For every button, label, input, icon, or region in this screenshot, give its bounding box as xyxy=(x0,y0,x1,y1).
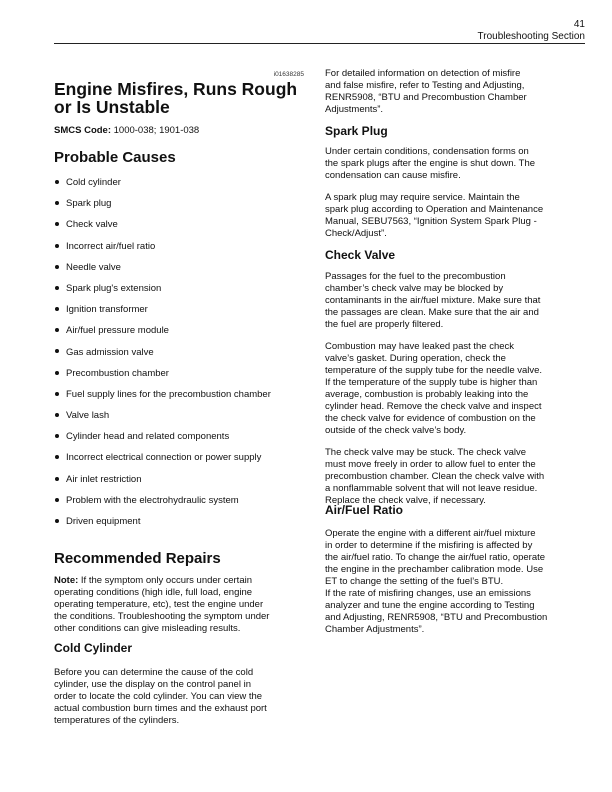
text-line: the fuel are properly filtered. xyxy=(325,319,444,330)
text-line: If the temperature of the supply tube is higher than xyxy=(325,377,538,388)
list-item-label: Gas admission valve xyxy=(66,346,154,358)
text-line: Under certain conditions, condensation forms on xyxy=(325,146,529,157)
text-line: other conditions can give misleading results. xyxy=(54,623,241,634)
text-line: analyzer and tune the engine according to Testing xyxy=(325,600,535,611)
text-line: A spark plug may require service. Maintain the xyxy=(325,192,520,203)
list-item xyxy=(54,325,271,346)
text-line: Operate the engine with a different air/fuel mixture xyxy=(325,528,536,539)
check-valve-heading: Check Valve xyxy=(325,248,396,262)
text-line: spark plug according to Operation and Maintenance xyxy=(325,204,544,215)
cold-cylinder-heading: Cold Cylinder xyxy=(54,641,133,655)
list-item xyxy=(54,389,271,410)
list-item-label: Fuel supply lines for the precombustion chamber xyxy=(66,388,271,400)
list-item xyxy=(54,452,271,473)
bullet-icon xyxy=(55,244,59,248)
recommended-repairs-heading: Recommended Repairs xyxy=(54,550,221,567)
text-line: Chamber Adjustments”. xyxy=(325,624,425,635)
air-fuel-ratio-paragraph xyxy=(325,588,547,636)
list-item-label: Incorrect air/fuel ratio xyxy=(66,240,156,252)
bullet-icon xyxy=(55,265,59,269)
text-line: operating temperature, etc), test the engine under xyxy=(54,599,264,610)
bullet-icon xyxy=(55,498,59,502)
text-line: must move freely in order to allow fuel to enter the xyxy=(325,459,536,470)
list-item xyxy=(54,368,271,389)
text-line: and false misfire, refer to Testing and Adjusting, xyxy=(325,80,525,91)
smcs-code xyxy=(54,125,199,136)
list-item-label: Precombustion chamber xyxy=(66,367,169,379)
page-title xyxy=(54,80,297,116)
list-item-label: Ignition transformer xyxy=(66,304,148,316)
bullet-icon xyxy=(55,392,59,396)
list-item xyxy=(54,410,271,431)
text-line: the conditions. Troubleshooting the symptom under xyxy=(54,611,270,622)
text-line: cylinder, use the display on the control panel in xyxy=(54,679,251,690)
text-line: operating conditions (high idle, full load, engine xyxy=(54,587,253,598)
list-item-label: Needle valve xyxy=(66,261,121,273)
bullet-icon xyxy=(55,413,59,417)
text-line: Combustion may have leaked past the check xyxy=(325,341,515,352)
list-item-label: Problem with the electrohydraulic system xyxy=(66,494,239,506)
smcs-label: SMCS Code: xyxy=(54,125,111,136)
list-item xyxy=(54,241,271,262)
text-line: and Adjusting, RENR5908, “BTU and Precombustion xyxy=(325,612,548,623)
list-item xyxy=(54,474,271,495)
cold-cylinder-paragraph xyxy=(54,667,267,727)
list-item xyxy=(54,219,271,240)
text-line: the passages are clean. Make sure that the air and xyxy=(325,307,539,318)
air-fuel-ratio-heading: Air/Fuel Ratio xyxy=(325,503,404,517)
list-item xyxy=(54,177,271,198)
bullet-icon xyxy=(55,349,59,353)
list-item-label: Check valve xyxy=(66,219,118,231)
text-line: the engine in the prechamber calibration mode. Use xyxy=(325,564,544,575)
probable-causes-heading: Probable Causes xyxy=(54,149,176,166)
note-label: Note: xyxy=(54,575,79,586)
check-valve-paragraph xyxy=(325,271,540,331)
spark-plug-paragraph xyxy=(325,146,535,182)
text-line: Replace the check valve, if necessary. xyxy=(325,495,486,506)
text-line: a nonflammable solvent that will not leave residue. xyxy=(325,483,538,494)
bullet-icon xyxy=(55,477,59,481)
bullet-icon xyxy=(55,434,59,438)
list-item xyxy=(54,495,271,516)
list-item xyxy=(54,516,271,537)
text-line: in order to determine if the misfiring is affected by xyxy=(325,540,533,551)
list-item-label: Spark plug xyxy=(66,198,112,210)
text-line: cylinder head. Remove the check valve and inspect xyxy=(325,401,542,412)
text-line: temperatures of the cylinders. xyxy=(54,715,180,726)
text-line: the spark plugs after the engine is shut down. The xyxy=(325,158,536,169)
list-item xyxy=(54,198,271,219)
list-item-label: Air/fuel pressure module xyxy=(66,325,169,337)
page-number: 41 xyxy=(573,19,585,30)
bullet-icon xyxy=(55,286,59,290)
bullet-icon xyxy=(55,455,59,459)
bullet-icon xyxy=(55,201,59,205)
text-line: contaminants in the air/fuel mixture. Make sure that xyxy=(325,295,541,306)
text-line: actual combustion burn times and the exhaust port xyxy=(54,703,267,714)
list-item-label: Driven equipment xyxy=(66,516,141,527)
check-valve-paragraph xyxy=(325,447,544,507)
text-line: precombustion chamber. Clean the check valve with xyxy=(325,471,545,482)
title-line: Engine Misfires, Runs Rough xyxy=(54,79,298,99)
list-item-label: Spark plug's extension xyxy=(66,282,162,294)
list-item-label: Valve lash xyxy=(66,410,110,422)
misfire-info-paragraph xyxy=(325,68,527,116)
list-item xyxy=(54,283,271,304)
text-line: For detailed information on detection of misfire xyxy=(325,68,521,79)
text-line: average, combustion is probably leaking into the xyxy=(325,389,529,400)
text-line: chamber’s check valve may be blocked by xyxy=(325,283,504,294)
list-item-label: Air inlet restriction xyxy=(66,473,142,485)
list-item xyxy=(54,262,271,283)
text-line: Check/Adjust”. xyxy=(325,228,387,239)
bullet-icon xyxy=(55,222,59,226)
text-line: outside of the check valve’s body. xyxy=(325,425,467,436)
list-item xyxy=(54,347,271,368)
text-line: Passages for the fuel to the precombustion xyxy=(325,271,506,282)
air-fuel-ratio-paragraph xyxy=(325,528,545,588)
text-line: Before you can determine the cause of the cold xyxy=(54,667,254,678)
text-line: Manual, SEBU7563, “Ignition System Spark Plug - xyxy=(325,216,537,227)
list-item-label: Incorrect electrical connection or power supply xyxy=(66,452,262,464)
probable-causes-list xyxy=(54,177,271,537)
smcs-value: 1000-038; 1901-038 xyxy=(111,125,200,136)
bullet-icon xyxy=(55,307,59,311)
document-id: i01638285 xyxy=(273,71,304,78)
header-rule xyxy=(54,43,585,44)
spark-plug-heading: Spark Plug xyxy=(325,124,388,138)
text-line: The check valve may be stuck. The check valve xyxy=(325,447,526,458)
bullet-icon xyxy=(55,328,59,332)
text-line: Adjustments”. xyxy=(325,104,384,115)
text-line: the air/fuel ratio. To change the air/fuel ratio, operate xyxy=(325,552,546,563)
list-item-label: Cylinder head and related components xyxy=(66,431,230,443)
bullet-icon xyxy=(55,519,59,523)
check-valve-paragraph xyxy=(325,341,542,437)
title-line: or Is Unstable xyxy=(54,97,170,117)
text-line: ET to change the setting of the fuel’s BTU. xyxy=(325,576,504,587)
section-header: Troubleshooting Section xyxy=(477,31,585,42)
text-line: If the rate of misfiring changes, use an emissions xyxy=(325,588,531,599)
list-item-label: Cold cylinder xyxy=(66,177,121,188)
text-line: condensation can cause misfire. xyxy=(325,170,461,181)
list-item xyxy=(54,304,271,325)
spark-plug-paragraph xyxy=(325,192,543,240)
list-item xyxy=(54,431,271,452)
note-paragraph xyxy=(54,575,269,635)
text-line: RENR5908, “BTU and Precombustion Chamber xyxy=(325,92,527,103)
text-line: temperature of the supply tube for the needle valve. xyxy=(325,365,543,376)
text-line: valve’s gasket. During operation, check the xyxy=(325,353,506,364)
text-line: If the symptom only occurs under certain xyxy=(78,575,252,586)
bullet-icon xyxy=(55,371,59,375)
text-line: the check valve for evidence of combustion on the xyxy=(325,413,536,424)
text-line: order to locate the cold cylinder. You can view the xyxy=(54,691,263,702)
bullet-icon xyxy=(55,180,59,184)
